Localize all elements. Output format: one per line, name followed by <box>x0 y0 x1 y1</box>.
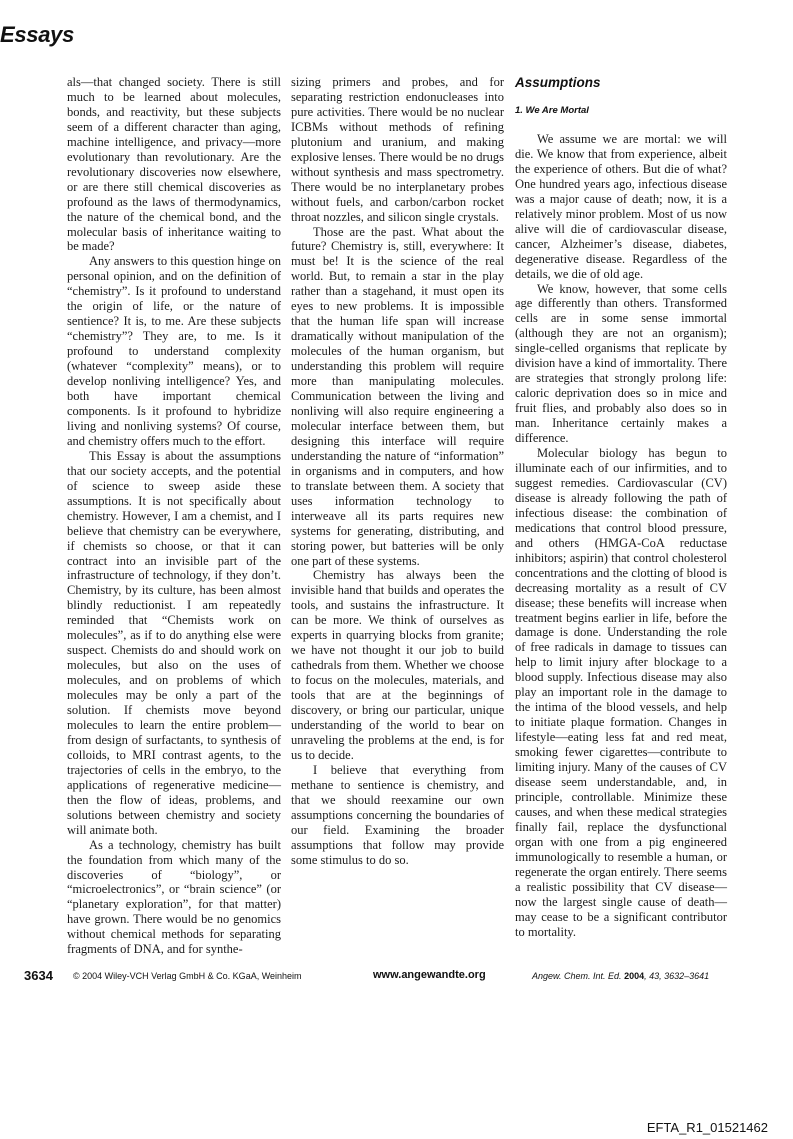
document-id: EFTA_R1_01521462 <box>646 1120 768 1135</box>
section-heading: Assumptions <box>515 75 601 90</box>
paragraph: I believe that everything from methane to sentience is chemistry, and that we should reexamine our own assumptions concerning the boundaries of our field. Examining the broader assumptions that follow may provide some stimulus to do so. <box>291 762 504 867</box>
citation-journal: Angew. Chem. Int. Ed. <box>532 971 622 981</box>
page-number: 3634 <box>24 968 53 983</box>
paragraph: als—that changed society. There is still much to be learned about molecules, bonds, and reactivity, but these subjects seem of a different character than aging, machine intelligence, and privacy—more evolutionary than revolutionary. Are the revolutionary discoveries now elsewhere, or are there still chemical discoveries as profound as the laws of thermodynamics, the nature of the chemical bond, and the molecular basis of inheritance waiting to be made? <box>67 75 281 254</box>
paragraph: Molecular biology has begun to illuminate each of our infirmities, and to suggest remedies. Cardiovascular (CV) disease is already following the path of infectious disease: the combination of medications that control blood pressure, and others (HMGA-CoA reductase inhibitors; aspirin) that control cholesterol concentrations and the clotting of blood is decreasing mortality as a result of CV disease; these benefits will increase when treatment begins earlier in life, before the damage is done. Understanding the role of free radicals in damage to tissues can help to limit injury after blockage to a blood supply. Infectious disease may also play an important role in the damage to the intima of the blood vessels, and help to initiate plaque formation. Changes in lifestyle—eating less fat and red meat, smoking fewer cigarettes—contribute to limiting injury. Many of the causes of CV disease seem understandable, and, in principle, controllable. Minimize these causes, and when these medical strategies finally fail, replace the dysfunctional organ with one from a pig engineered immunologically to resemble a human, or regenerate the organ entirely. There seems a realistic possibility that CV disease—now the largest single cause of death—may cease to be a significant contributor to mortality. <box>515 446 727 939</box>
citation-volume-pages: , 43, 3632–3641 <box>644 971 710 981</box>
subsection-heading: 1. We Are Mortal <box>515 105 589 116</box>
text-column-1 <box>67 75 281 957</box>
paragraph: This Essay is about the assumptions that our society accepts, and the potential of science to sweep aside these assumptions. It is not specifically about chemistry. However, I am a chemist, and I believe that chemistry can be everywhere, if chemists so choose, or that it can contract into an invisible part of the infrastructure of technology, if they don’t. Chemistry, by its culture, has been almost blindly reductionist. I am repeatedly reminded that “Chemists work on molecules”, as if to do anything else were suspect. Chemists do and should work on molecules, but also on the uses of molecules, and on problems of which molecules may be only a part of the solution. If chemists move beyond molecules to learn the entire problem—from design of surfactants, to synthesis of colloids, to MRI contrast agents, to the trajectories of cells in the embryo, to the applications of regenerative medicine—then the flow of ideas, problems, and solutions between chemistry and society will animate both. <box>67 448 281 837</box>
paragraph: Any answers to this question hinge on personal opinion, and on the definition of “chemistry”. Is it profound to understand the origin of life, or the nature of sentience? It is, to me. Are these subjects “chemistry”? They are, to me. Is it profound to understand complexity (whatever “complexity” means), or to develop nonliving intelligence? Yes, and both have important chemical components. Is it profound to hybridize living and nonliving systems? Of course, and chemistry offers much to the effort. <box>67 254 281 448</box>
section-title: Essays <box>0 22 75 47</box>
paragraph: As a technology, chemistry has built the foundation from which many of the discoveries of “biology”, or “microelectronics”, or “brain science” (or “planetary exploration”, for that matter) have grown. There would be no genomics without chemical methods for separating fragments of DNA, and for synthe- <box>67 837 281 957</box>
paragraph: We know, however, that some cells age differently than others. Transformed cells are in some sense immortal (although they are not an organism); single-celled organisms that replicate by division have a kind of immortality. There are strategies that strongly prolong life: caloric deprivation does so in mice and fruit flies, and probably also does so in man. Inheritance certainly makes a difference. <box>515 281 727 446</box>
page-footer <box>0 968 793 988</box>
paragraph: sizing primers and probes, and for separating restriction endonucleases into pure activities. There would be no nuclear ICBMs without methods of refining plutonium and uranium, and making explosive lenses. There would be no drugs without synthesis and mass spectrometry. There would be no interplanetary probes without fuels, and carbon/carbon rocket throat nozzles, and silicon single crystals. <box>291 75 504 224</box>
journal-citation <box>532 971 709 981</box>
citation-year: 2004 <box>624 971 645 981</box>
paragraph: Chemistry has always been the invisible hand that builds and operates the tools, and sustains the infrastructure. It can be more. We think of ourselves as experts in quarrying blocks from granite; we have not thought it our job to build cathedrals from them. Whether we choose to focus on the molecules, materials, and tools that are at the beginnings of discovery, or bring our particular, unique understanding of the world to bear on unraveling the problems at the end, is for us to decide. <box>291 568 504 762</box>
paragraph: We assume we are mortal: we will die. We know that from experience, albeit the experience of others. But die of what? One hundred years ago, infectious disease was a major cause of death; now, it is a relatively minor problem. Most of us now alive will die of cardiovascular disease, cancer, Alzheimer’s disease, diabetes, degenerative disease. Regardless of the details, we die of old age. <box>515 132 727 281</box>
paragraph: Those are the past. What about the future? Chemistry is, still, everywhere: It must be! It is the science of the real world. But, to remain a star in the play rather than a stagehand, it must open its eyes to new problems. It is impossible that the human life span will increase dramatically without manipulation of the molecules of the human organism, but understanding this problem will require more than manipulating molecules. Communication between the living and nonliving will also require engineering a molecular interface between them, but designing this interface will require understanding the nature of “information” in organisms and in computers, and how to translate between them. A society that uses information technology to interweave all its parts requires new systems for generating, distributing, and storing power, but batteries will be only one part of these systems. <box>291 224 504 568</box>
text-column-3 <box>515 75 727 939</box>
text-column-2 <box>291 75 504 868</box>
copyright-notice: © 2004 Wiley-VCH Verlag GmbH & Co. KGaA, Weinheim <box>73 971 302 981</box>
website-link[interactable]: www.angewandte.org <box>373 969 486 981</box>
